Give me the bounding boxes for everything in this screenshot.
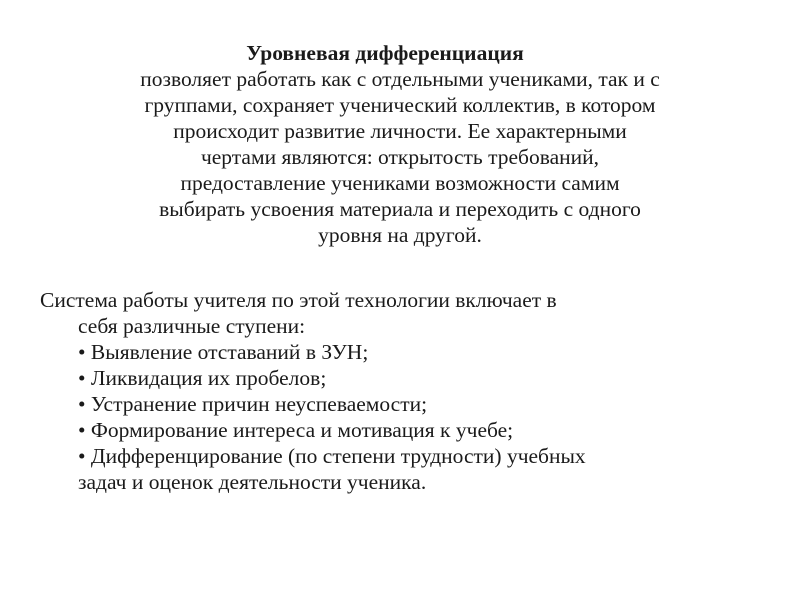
bullet-item: • Выявление отставаний в ЗУН; (78, 340, 369, 364)
bullet-continuation: задач и оценок деятельности ученика. (78, 470, 427, 494)
bullet-item: • Устранение причин неуспеваемости; (78, 392, 428, 416)
intro-line: предоставление учениками возможности самим (180, 171, 620, 195)
intro-line: уровня на другой. (318, 223, 482, 247)
intro-title: Уровневая дифференциация (246, 41, 524, 65)
system-line-2: себя различные ступени: (78, 314, 306, 338)
intro-line: выбирать усвоения материала и переходить с одного (159, 197, 641, 221)
bullet-item: • Ликвидация их пробелов; (78, 366, 327, 390)
bullet-item: • Дифференцирование (по степени трудности) учебных (78, 444, 586, 468)
intro-line: чертами являются: открытость требований, (200, 145, 600, 169)
system-line-1: Система работы учителя по этой технологии включает в (40, 288, 557, 312)
intro-line: позволяет работать как с отдельными учениками, так и с (140, 67, 660, 91)
intro-paragraph (80, 40, 720, 248)
intro-line: происходит развитие личности. Ее характерными (173, 119, 627, 143)
intro-line: группами, сохраняет ученический коллектив, в котором (144, 93, 656, 117)
system-paragraph (40, 287, 740, 495)
bullet-item: • Формирование интереса и мотивация к учебе; (78, 418, 514, 442)
